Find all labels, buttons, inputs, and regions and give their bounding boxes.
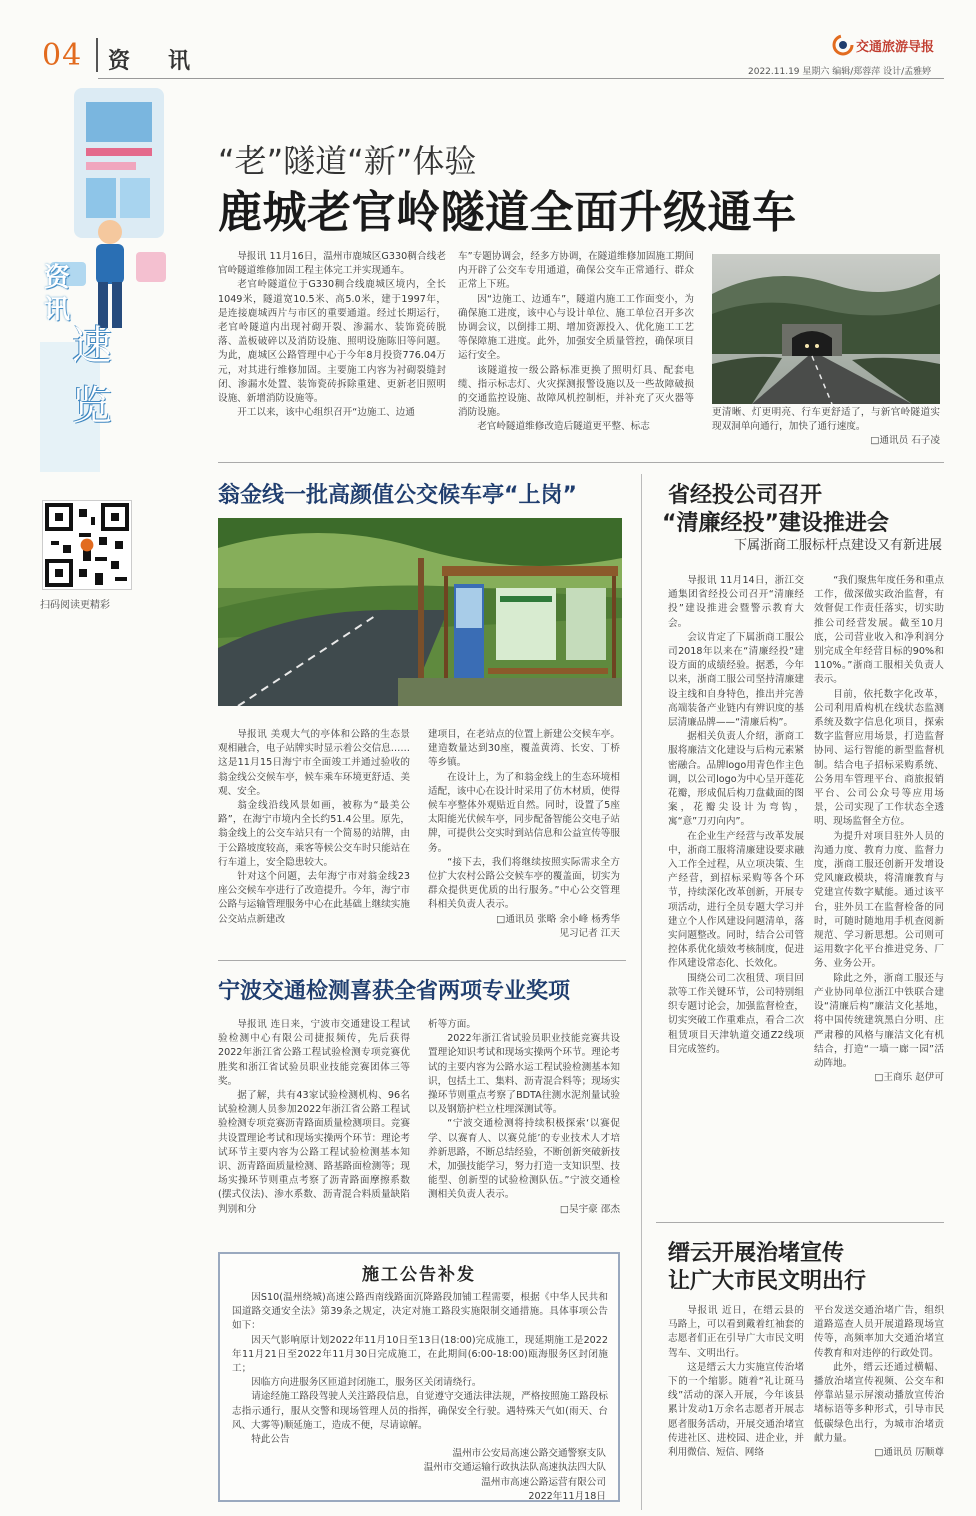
column-divider	[641, 474, 642, 1510]
article-5-col-2	[814, 1304, 944, 1460]
paragraph: 导报讯 连日来，宁波市交通建设工程试验检测中心有限公司捷报频传，先后获得2022年浙江省公路工程试验检测专项竞赛优胜奖和浙江省试验员职业技能竞赛团体三等奖。	[218, 1019, 410, 1087]
article-1-col-2	[458, 250, 694, 435]
paragraph: 开工以来，该中心组织召开“边施工、边通	[237, 407, 415, 419]
paragraph: “我们聚焦年度任务和重点工作，做深做实政治监督，有效督促工作责任落实，切实助推公司经营发展。截至10月底，公司营业收入和净利润分别完成全年经营目标的90%和110%。”浙商工服相关负责人表示。	[814, 575, 944, 686]
paragraph: 老官岭隧道位于G330稠合线鹿城区境内，全长1049米，隧道宽10.5米、高5.0米，建于1997年，是连接鹿城西片与市区的重要通道。经过长期运行，老官岭隧道内出现衬砌开裂、渗漏水、装饰瓷砖脱落、盖板破碎以及消防设施、照明设施陈旧等问题。为此，鹿城区公路管理中心于今年8月投资776.04万元，对其进行维修加固。主要施工内容为衬砌裂缝封闭、渗漏水处置、装饰瓷砖拆除重建、更新老旧照明设施、新增消防设施等。	[218, 279, 446, 405]
paper-logo	[832, 34, 952, 56]
paragraph: 特此公告	[251, 1434, 290, 1446]
article-3-title: 宁波交通检测喜获全省两项专业奖项	[218, 979, 571, 1004]
paragraph: 围绕公司二次租赁、项目回款等工作关键环节，公司特别组织专题讨论会，加强监督检查，切实突破工作重难点，看合二次租赁项目天津轨道交通Z2线项目完成签约。	[668, 972, 804, 1055]
article-5-col-1	[668, 1304, 804, 1460]
article-5-title-1: 缙云开展治堵宣传	[668, 1241, 845, 1266]
paragraph: 车”专题协调会，经多方协调，在隧道维修加固施工期间内开辟了公交车专用通道，确保公交车正常通行、群众正常上下班。	[458, 251, 694, 291]
paragraph: “宁波交通检测将持续积极探索‘以赛促学、以赛育人、以赛兑能’的专业技术人才培养新思路，不断总结经验，不断创新突破新技术，加强技能学习，努力打造一支知识型、技能型、创新型的试验检测队伍。”宁波交通检测相关负责人表示。	[428, 1118, 620, 1201]
paragraph: 针对这个问题，去年海宁市对翁金线23座公交候车亭进行了改造提升。今年，海宁市公路与运输管理服务中心在此基础上继续实施公交站点新建改	[218, 871, 410, 925]
paragraph: 该隧道按一级公路标准更换了照明灯具、配套电缆、指示标志灯、火灾探测报警设施以及一些故障破损的交通监控设施、故障风机控制柜，并补充了灭火器等消防设施。	[458, 364, 694, 419]
paragraph: 因天气影响原计划2022年11月10日至13日(18:00)完成施工，现延期施工是2022年11月21日至2022年11月30日完成施工，在此期间(6:00-18:00)瓯海服务区封闭施工；	[232, 1334, 608, 1375]
paragraph: 在设计上，为了和翁金线上的生态环境相适配，该中心在设计时采用了仿木材质，使得候车亭整体外观贴近自然。同时，设置了5座太阳能光伏候车亭，同步配备智能公交电子站牌，可提供公交实时到站信息和公益宣传等服务。	[428, 771, 620, 854]
article-1-title: 鹿城老官岭隧道全面升级通车	[218, 187, 797, 238]
qr-caption: 扫码阅读更精彩	[40, 600, 110, 611]
article-5-title-2: 让广大市民文明出行	[668, 1269, 867, 1294]
paragraph: 在企业生产经营与改革发展中，浙商工服将清廉建设要求融入工作全过程，从立项决策、生产经营，到招标采购等各个环节，持续深化改革创新，开展专项活动，进行全员专题大学习并建立个人作风建设问题清单，落实问题整改。同时，结合公司管控体系优化绩效考核制度，促进作风建设常态化、长效化。	[668, 830, 804, 970]
paragraph: “接下去，我们将继续按照实际需求全方位扩大农村公路公交候车亭的覆盖面，切实为群众提供更优质的出行服务。”中心公交管理科相关负责人表示。	[428, 856, 620, 911]
bus-shelter-photo	[218, 518, 622, 706]
section-divider	[218, 462, 944, 463]
page-header	[0, 0, 976, 80]
tunnel-photo	[712, 254, 940, 404]
paragraph: 据相关负责人介绍，浙商工服将廉洁文化建设与后构元素紧密融合。品牌logo用青色作主色调，以公司logo为中心呈开莲花花瓣，形成侃后构刀盘截面的图案，花瓣尖设计为弯钩，寓“意”刀刃向内”。	[668, 731, 804, 828]
notice-signer: 温州市公安局高速公路交通警察支队	[452, 1448, 606, 1460]
paper-name: 交通旅游导报	[856, 40, 935, 55]
article-4-col-2	[814, 574, 944, 1085]
paragraph: 建项目，在老站点的位置上新建公交候车亭。建造数量达到30座，覆盖黄湾、长安、丁桥等乡镇。	[428, 729, 620, 769]
column-title-2: 速览	[72, 323, 112, 429]
article-1-col-1	[218, 250, 446, 420]
paragraph: 会议肯定了下属浙商工服公司2018年以来在“清廉经投”建设方面的成绩经验。据悉，今年以来，浙商工服公司坚持清廉建设主线和自身特色，推出并完善高端装备产业链内有辨识度的基层清廉品牌——“清廉后构”。	[668, 631, 804, 729]
page-number: 04	[42, 38, 83, 73]
paragraph: 2022年浙江省试验员职业技能竞赛共设置理论知识考试和现场实操两个环节。理论考试的主要内容为公路水运工程试验检测基本知识，包括土工、集料、沥青混合料等；现场实操环节则重点考察了BDTA往测水泥剂量试验以及钢筋护栏立柱埋深测试等。	[428, 1033, 620, 1116]
paragraph: 导报讯 近日，在缙云县的马路上，可以看到戴着红袖套的志愿者们正在引导广大市民文明驾车、文明出行。	[668, 1305, 804, 1359]
sidebar-illustration	[40, 82, 180, 472]
paragraph: 请途经施工路段驾驶人关注路段信息，自觉遵守交通法律法规，严格按照施工路段标志指示通行，服从交警和现场管理人员的指挥，确保安全行驶。遇特殊天气如(雨天、台风、大雾等)顺延施工，造成不便，尽请谅解。	[232, 1391, 608, 1431]
article-2-credit-2: 见习记者 江天	[559, 927, 620, 939]
notice-signer: 温州市交通运输行政执法队高速执法四大队	[423, 1462, 606, 1474]
notice-date: 2022年11月18日	[528, 1490, 606, 1502]
paragraph: 翁金线沿线风景如画，被称为“最美公路”，在海宁市境内全长约51.4公里。原先，翁金线上的公交车站只有一个简易的站牌，由于公路坡度较高，乘客等候公交车时只能站在行车道上，安全隐患较大。	[218, 800, 410, 868]
article-1-credit: □通讯员 石子凌	[870, 435, 940, 446]
header-divider	[96, 38, 98, 72]
paragraph: 导报讯 美观大气的亭体和公路的生态景观相融合，电子站牌实时显示着公交信息……这是11月15日海宁市全面竣工并通过验收的翁金线公交候车亭，候车乘车环境更舒适、美观、安全。	[218, 729, 410, 797]
article-2-credit-1: □通讯员 张略 余小峰 杨秀华	[496, 913, 620, 925]
paragraph: 除此之外，浙商工服还与产业协同单位浙江中铁联合建设“清廉后构”廉洁文化基地，将中国传统建筑黑白分明、庄严肃穆的风格与廉洁文化有机结合，打造“一墙一廊一园”活动阵地。	[814, 972, 944, 1069]
paragraph: 为提升对项目驻外人员的沟通力度、教育力度、监督力度，浙商工服还创新开发增设党风廉政模块，将清廉教育与党建宣传数字赋能。通过该平台，驻外员工在监督检备的同时，可随时随地用手机查阅新规范、学习新思想。公司则可运用数字化平台推进党务、厂务、业务公开。	[814, 830, 944, 970]
paragraph: 导报讯 11月16日，温州市鹿城区G330稠合线老官岭隧道维修加固工程主体完工并实现通车。	[218, 251, 446, 277]
paragraph: 导报讯 11月14日，浙江交通集团省经投公司召开“清廉经投”建设推进会暨警示教育大会。	[668, 575, 804, 629]
section-divider	[218, 960, 626, 961]
paragraph: 析等方面。	[428, 1019, 476, 1030]
paragraph: 因临方向进服务区匝道封闭施工，服务区关闭请绕行。	[251, 1377, 482, 1389]
bus-shelter-photo-image	[218, 518, 622, 706]
tunnel-photo-image	[712, 254, 940, 404]
article-2-title: 翁金线一批高颜值公交候车亭“上岗”	[218, 483, 577, 508]
notice-title: 施工公告补发	[362, 1265, 476, 1285]
paragraph: 因S10(温州绕城)高速公路西南线路面沉降路段加铺工程需要，根据《中华人民共和国道路交通安全法》第39条之规定，决定对施工路段实施限制交通措施。具体事项公告如下：	[232, 1292, 608, 1332]
article-4-title-2: “清廉经投”建设推进会	[662, 511, 889, 536]
section-divider	[656, 1222, 944, 1223]
article-5-credit: □通讯员 厉顺尊	[874, 1447, 944, 1459]
column-title-1: 资讯	[44, 263, 71, 325]
paragraph: 这是缙云大力实施宣传治堵下的一个缩影。随着“礼让斑马线”活动的深入开展，今年该县累计发动1万余名志愿者开展志愿者服务活动，开展交通治堵宣传进社区、进校园、进企业，并利用微信、短信、网络	[668, 1361, 804, 1459]
paragraph: 目前，依托数字化改革，公司利用盾构机在线状态监测系统及数字信息化项目，探索数字监督应用场景，打造监督协同、运行智能的新型监督机制。结合电子招标采购系统、公务用车管理平台、商旅报销平台、公司公众号等应用场景，公司实现了工作状态全透明、现场监督全方位。	[814, 688, 944, 828]
article-2-col-2	[428, 728, 620, 941]
paragraph: 因“边施工、边通车”，隧道内施工工作面变小，为确保施工进度，该中心与设计单位、施工单位召开多次协调会议，以倒排工期、增加资源投入、优化施工工艺等保障施工进度。此外，加强安全质量管控，确保项目运行安全。	[458, 293, 694, 362]
article-4-subtitle: 下属浙商工服标杆点建设又有新进展	[733, 538, 942, 553]
article-4-title-1: 省经投公司召开	[668, 483, 823, 508]
tunnel-photo-caption: 更清晰、灯更明亮、行车更舒适了，与新官岭隧道实现双洞单向通行，加快了通行速度。	[712, 407, 940, 433]
notice-signers	[220, 1447, 606, 1504]
qr-code[interactable]	[42, 500, 132, 590]
construction-notice-box	[218, 1252, 620, 1502]
notice-body	[232, 1291, 608, 1447]
article-3-credit: □吴宇豪 邵杰	[559, 1203, 620, 1215]
paragraph: 老官岭隧道维修改造后隧道更平整、标志	[477, 421, 650, 433]
paper-logo-icon	[832, 34, 854, 56]
section-name: 资 讯	[108, 49, 199, 74]
qr-code-icon	[43, 501, 131, 589]
notice-signer: 温州市高速公路运营有限公司	[481, 1476, 606, 1488]
article-4-credit: □王商乐 赵伊可	[874, 1072, 944, 1084]
article-3-col-2	[428, 1018, 620, 1217]
paragraph: 平台发送交通治堵广告，组织道路巡查人员开展道路现场宣传等，高频率加大交通治堵宣传教育和对违停的行政处罚。	[814, 1305, 944, 1359]
article-1-kicker: “老”隧道“新”体验	[218, 142, 477, 180]
paragraph: 此外，缙云还通过横幅、播放治堵宣传视频、公交车和停靠站显示屏滚动播放宣传治堵标语等多种形式，引导市民低碳绿色出行，为城市治堵贡献力量。	[814, 1361, 944, 1444]
article-4-col-1	[668, 574, 804, 1057]
article-3-col-1	[218, 1018, 410, 1217]
date-line: 2022.11.19 星期六 编辑/郑蓉萍 设计/孟雅婷	[748, 67, 932, 77]
paragraph: 据了解，共有43家试验检测机构、96名试验检测人员参加2022年浙江省公路工程试验检测专项竞赛沥青路面质量检测项目。竞赛共设置理论考试和现场实操两个环节：理论考试环节主要内容为公路工程试验检测基本知识、沥青路面质量检测、路基路面检测等；现场实操环节则重点考察了沥青路面摩擦系数(摆式仪法)、渗水系数、沥青混合料质量缺陷判别和分	[218, 1090, 410, 1215]
article-2-col-1	[218, 728, 410, 927]
header-rule	[98, 78, 944, 79]
